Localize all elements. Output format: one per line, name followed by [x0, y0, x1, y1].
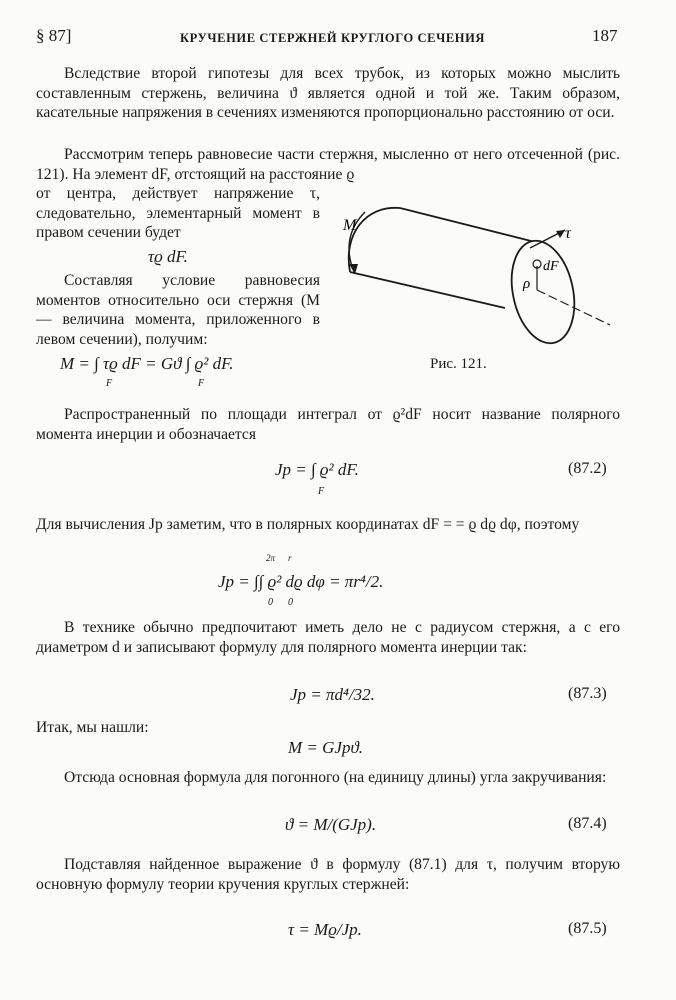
paragraph-6-text: В технике обычно предпочитают иметь дело не с радиусом стержня, а с его диаметром d и записывают формулу для полярного момента инерции так:: [36, 619, 620, 656]
figure-caption: Рис. 121.: [430, 356, 487, 372]
integral-limit-2pi: 2π: [266, 553, 276, 563]
page-number: 187: [592, 26, 618, 45]
paragraph-4-text: Распространенный по площади интеграл от ϱ²dF носит название полярного момента инерции и обозначается: [36, 406, 620, 443]
equation-number-87-4: (87.4): [568, 815, 607, 832]
cylinder-top-edge: [400, 208, 535, 242]
paragraph-5-text: Для вычисления Jp заметим, что в полярных координатах dF = = ϱ dϱ dφ, поэтому: [36, 516, 580, 533]
paragraph-3-text: Составляя условие равновесия моментов относительно оси стержня (M — величина момента, приложенного в левом сечении), получим:: [36, 272, 320, 348]
paragraph-2: [36, 145, 620, 184]
label-tau: τ: [565, 225, 571, 242]
paragraph-2-narrow: [36, 184, 320, 243]
integral-limit-r: r: [288, 553, 292, 563]
paragraph-8-text: Отсюда основная формула для погонного (на единицу длины) угла закручивания:: [64, 769, 607, 786]
paragraph-3: [36, 271, 320, 349]
equation-87-2: Jp = ∫ ϱ² dF.: [275, 460, 359, 479]
moment-relation: M = GJpϑ.: [288, 738, 364, 757]
integral-limit-F-1: F: [106, 378, 113, 389]
label-dF: dF: [543, 259, 559, 274]
integral-limit-F-3: F: [318, 486, 325, 497]
equation-number-87-3: (87.3): [568, 685, 607, 702]
paragraph-6: [36, 618, 620, 657]
paragraph-9: [36, 855, 620, 894]
elementary-moment-formula: τϱ dF.: [148, 247, 188, 266]
integral-limit-zero-1: 0: [268, 597, 273, 608]
paragraph-7-text: Итак, мы нашли:: [36, 719, 149, 736]
equation-87-3: Jp = πd⁴/32.: [290, 685, 375, 704]
paragraph-1: [36, 64, 620, 123]
polar-integral: Jp = ∫∫ ϱ² dϱ dφ = πr⁴/2.: [218, 572, 384, 591]
label-rho: ρ: [523, 276, 531, 292]
paragraph-9-text: Подставляя найденное выражение ϑ в формулу (87.1) для τ, получим вторую основную формулу теории кручения круглых стержней:: [36, 856, 620, 893]
paragraph-7: [36, 718, 620, 738]
equation-number-87-5: (87.5): [568, 920, 607, 937]
paragraph-2-text: Рассмотрим теперь равновесие части стержня, мысленно от него отсеченной (рис. 121). На элемент dF, отстоящий на расстояние ϱ: [36, 146, 620, 183]
equation-87-4: ϑ = M/(GJp).: [285, 815, 377, 834]
paragraph-8: [36, 768, 620, 788]
running-title: КРУЧЕНИЕ СТЕРЖНЕЙ КРУГЛОГО СЕЧЕНИЯ: [180, 31, 486, 45]
paragraph-5: [36, 515, 620, 535]
equation-87-5: τ = Mϱ/Jp.: [288, 920, 362, 939]
cylinder-left-end: [349, 208, 400, 272]
paragraph-4: [36, 405, 620, 444]
section-number: § 87]: [36, 26, 72, 45]
integral-limit-zero-2: 0: [288, 597, 293, 608]
figure-121-cylinder: [325, 190, 655, 360]
cylinder-right-face: [503, 235, 583, 349]
moment-equation: [60, 354, 234, 374]
label-M: M: [343, 217, 357, 234]
integral-limit-F-2: F: [198, 378, 205, 389]
moment-equation-text: M = ∫ τϱ dF = Gϑ ∫ ϱ² dF.: [60, 354, 234, 373]
equation-number-87-2: (87.2): [568, 460, 607, 477]
paragraph-2-narrow-text: от центра, действует напряжение τ, следовательно, элементарный момент в правом сечении будет: [36, 185, 320, 241]
cylinder-bottom-edge: [350, 272, 505, 308]
paragraph-1-text: Вследствие второй гипотезы для всех трубок, из которых можно мыслить составленным стержень, величина ϑ является одной и той же. Таким образом, касательные напряжения в сечениях изменяются пропорционально расстоянию от оси.: [36, 65, 620, 121]
